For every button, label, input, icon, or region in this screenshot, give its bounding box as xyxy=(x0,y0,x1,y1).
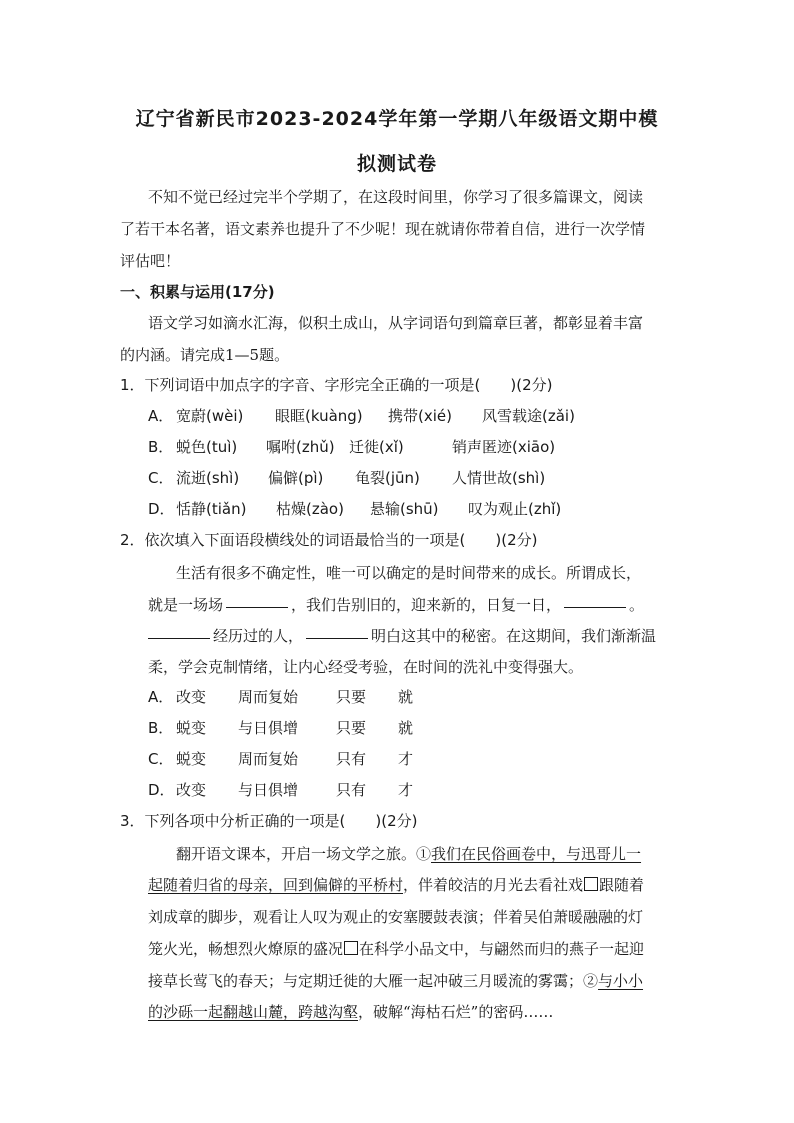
passage-line: 柔，学会克制情绪，让内心经受考验，在时间的洗礼中变得强大。 xyxy=(148,658,584,676)
intro-line: 不知不觉已经过完半个学期了，在这段时间里，你学习了很多篇课文，阅读 xyxy=(148,188,644,206)
option-item: 只要 xyxy=(336,688,367,706)
option-item: 与日俱增 xyxy=(238,719,299,737)
passage-line xyxy=(148,1001,553,1022)
question-stem: 3．下列各项中分析正确的一项是( )(2分) xyxy=(120,812,418,830)
option-item: 人情世故(shì) xyxy=(452,469,546,487)
section-desc: 语文学习如滴水汇海，似积土成山，从字词语句到篇章巨著，都彰显着丰富 xyxy=(148,314,644,332)
passage-line: 刘成章的脚步，观看让人叹为观止的安塞腰鼓表演；伴着吴伯萧暖融融的灯 xyxy=(148,908,644,926)
option-item: 枯燥(zào) xyxy=(276,500,344,518)
underlined-text: 的沙砾一起翻越山麓，跨越沟壑 xyxy=(148,1003,359,1021)
option-item: 才 xyxy=(398,781,414,799)
option-item: 流逝(shì) xyxy=(176,469,240,487)
option-label: B． xyxy=(148,438,174,456)
passage-text: 跟随着 xyxy=(599,876,645,894)
answer-box[interactable] xyxy=(344,941,358,955)
passage-text: 接草长莺飞的春天；与定期迁徙的大雁一起冲破三月暖流的雾霭；② xyxy=(148,972,599,990)
passage-text: ，伴着皎洁的月光去看社戏 xyxy=(403,876,584,894)
option-item: 悬输(shū) xyxy=(370,500,439,518)
option-item: 与日俱增 xyxy=(238,781,299,799)
question-stem: 2．依次填入下面语段横线处的词语最恰当的一项是( )(2分) xyxy=(120,531,538,549)
option-item: 眼眶(kuàng) xyxy=(275,407,363,425)
option-item: 宽蔚(wèi) xyxy=(176,407,244,425)
option-label: D． xyxy=(148,781,175,799)
passage-text: 经历过的人， xyxy=(213,627,304,645)
question-stem: 1．下列词语中加点字的字音、字形完全正确的一项是( )(2分) xyxy=(120,376,553,394)
option-item: 只要 xyxy=(336,719,367,737)
fill-blank[interactable] xyxy=(564,606,626,608)
answer-box[interactable] xyxy=(584,877,598,891)
passage-line xyxy=(148,970,643,991)
intro-line: 了若干本名著，语文素养也提升了不少呢！现在就请你带着自信，进行一次学情 xyxy=(120,220,646,238)
passage-text: ，破解“海枯石烂”的密码…… xyxy=(358,1003,554,1021)
option-label: D． xyxy=(148,500,175,518)
underlined-text: 与小小 xyxy=(598,972,644,990)
passage-text: ，我们告别旧的，迎来新的，日复一日， xyxy=(291,596,562,614)
fill-blank[interactable] xyxy=(306,637,368,639)
passage-text: 笼火光，畅想烈火燎原的盛况 xyxy=(148,940,344,958)
section-heading: 一、积累与运用(17分) xyxy=(120,283,275,301)
passage-text: 就是一场场 xyxy=(148,596,224,614)
fill-blank[interactable] xyxy=(226,606,288,608)
option-item: 改变 xyxy=(176,781,207,799)
passage-line xyxy=(148,594,644,615)
option-label: C． xyxy=(148,469,174,487)
option-item: 周而复始 xyxy=(238,688,299,706)
option-item: 蜕色(tuì) xyxy=(176,438,238,456)
option-item: 叹为观止(zhǐ) xyxy=(468,500,562,518)
option-label: A． xyxy=(148,688,174,706)
page-title-cont: 拟测试卷 xyxy=(356,153,437,175)
passage-line xyxy=(148,625,656,646)
option-item: 恬静(tiǎn) xyxy=(176,500,247,518)
passage-text: 在科学小品文中，与翩然而归的燕子一起迎 xyxy=(359,940,645,958)
option-item: 携带(xié) xyxy=(388,407,452,425)
passage-text: 翻开语文课本，开启一场文学之旅。① xyxy=(176,845,432,863)
passage-line xyxy=(148,874,644,895)
option-item: 嘱咐(zhǔ) xyxy=(266,438,335,456)
option-item: 风雪载途(zǎi) xyxy=(482,407,575,425)
passage-line xyxy=(148,938,644,959)
option-item: 只有 xyxy=(336,750,367,768)
option-item: 周而复始 xyxy=(238,750,299,768)
section-desc: 的内涵。请完成1—5题。 xyxy=(120,346,290,364)
option-item: 蜕变 xyxy=(176,750,207,768)
passage-text: 明白这其中的秘密。在这期间，我们渐渐温 xyxy=(371,627,657,645)
passage-text: 。 xyxy=(629,596,645,614)
passage-line: 生活有很多不确定性，唯一可以确定的是时间带来的成长。所谓成长， xyxy=(176,564,642,582)
option-item: 偏僻(pì) xyxy=(268,469,324,487)
underlined-text: 起随着归省的母亲，回到偏僻的平桥村 xyxy=(148,876,404,894)
option-item: 龟裂(jūn) xyxy=(355,469,420,487)
option-label: A． xyxy=(148,407,174,425)
intro-line: 评估吧！ xyxy=(120,252,181,270)
option-item: 销声匿迹(xiāo) xyxy=(452,438,556,456)
option-item: 就 xyxy=(398,719,414,737)
underlined-text: 我们在民俗画卷中，与迅哥儿一 xyxy=(431,845,642,863)
passage-line xyxy=(176,843,641,864)
option-item: 只有 xyxy=(336,781,367,799)
page-title: 辽宁省新民市2023-2024学年第一学期八年级语文期中模 xyxy=(135,108,659,130)
option-label: B． xyxy=(148,719,174,737)
option-item: 迁徙(xǐ) xyxy=(349,438,404,456)
option-item: 就 xyxy=(398,688,414,706)
option-item: 才 xyxy=(398,750,414,768)
fill-blank[interactable] xyxy=(148,637,210,639)
option-item: 改变 xyxy=(176,688,207,706)
option-item: 蜕变 xyxy=(176,719,207,737)
option-label: C． xyxy=(148,750,174,768)
